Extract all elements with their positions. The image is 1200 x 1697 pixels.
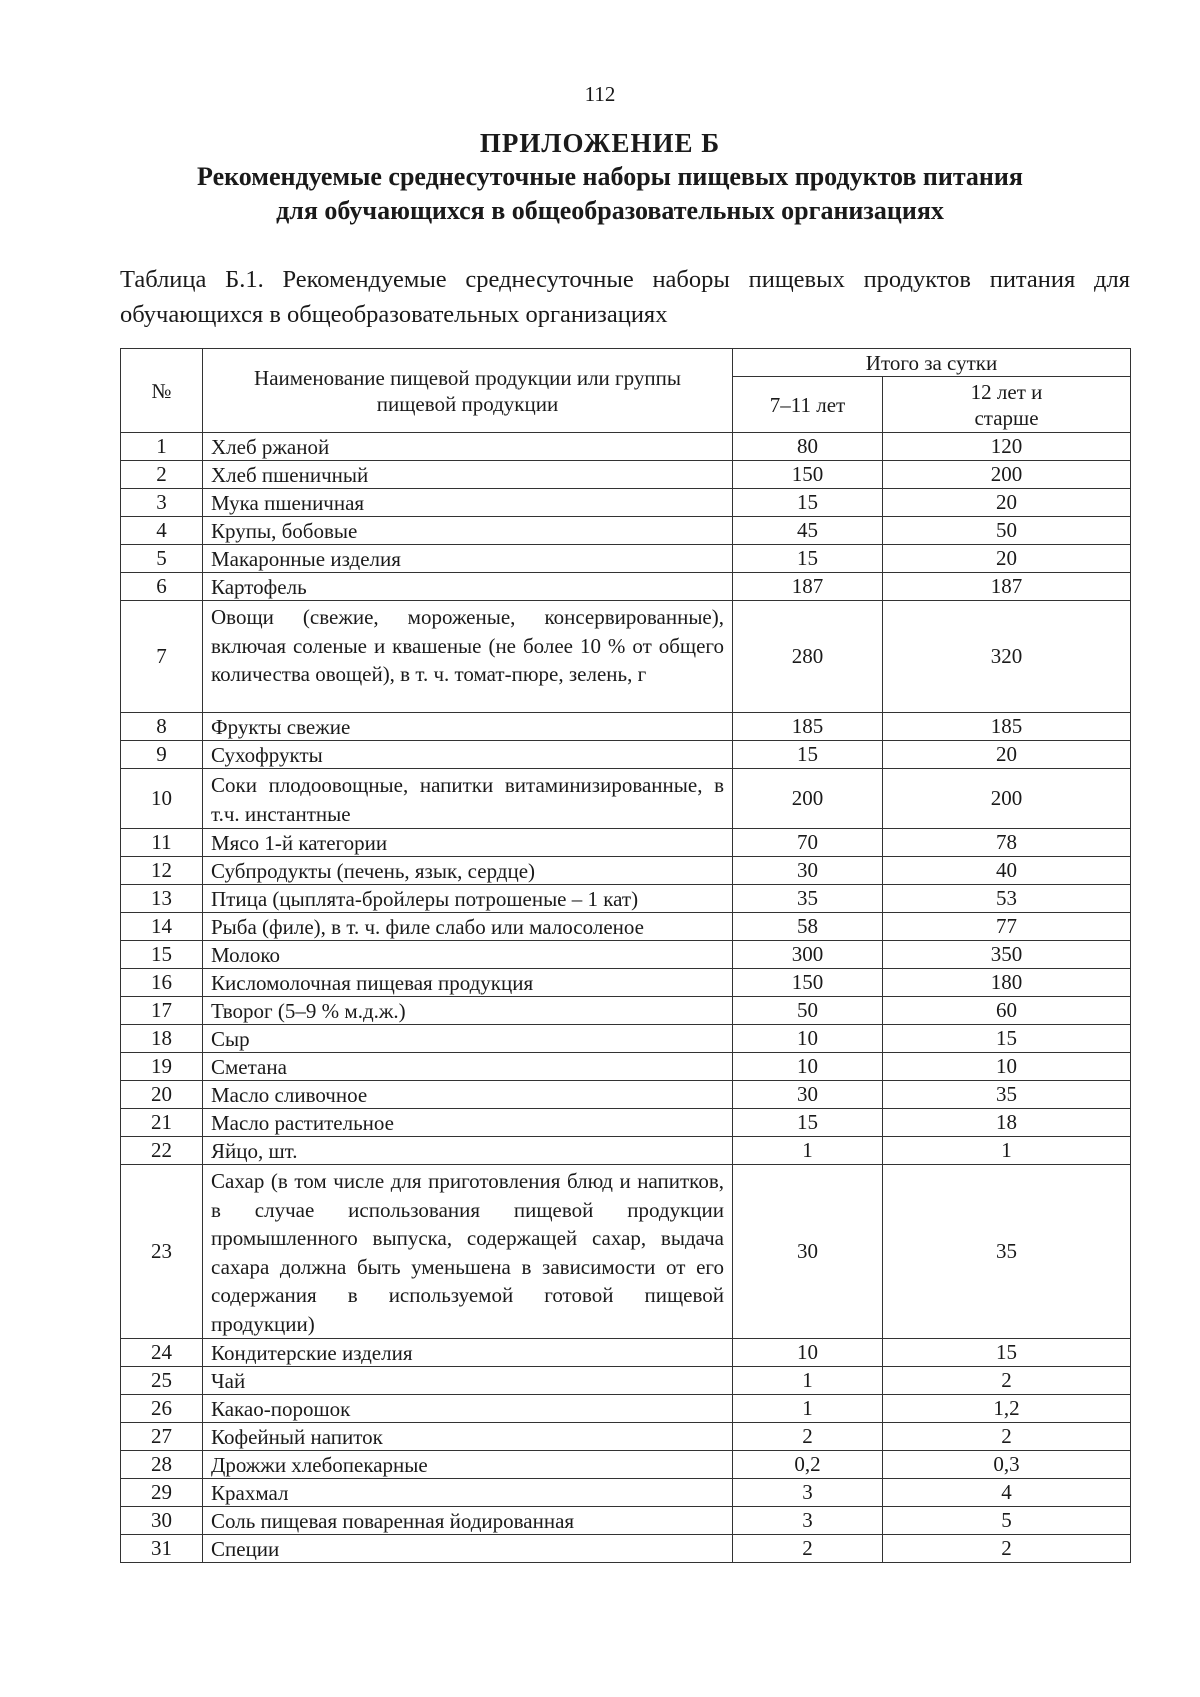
value-age-7-11: 3	[733, 1507, 883, 1535]
product-name: Фрукты свежие	[203, 713, 733, 741]
table-row	[121, 517, 1131, 545]
row-number: 3	[121, 489, 203, 517]
value-age-7-11: 10	[733, 1025, 883, 1053]
table-row	[121, 1109, 1131, 1137]
row-number: 31	[121, 1535, 203, 1563]
table-row	[121, 1339, 1131, 1367]
value-age-7-11: 30	[733, 857, 883, 885]
value-age-12-plus: 120	[883, 433, 1131, 461]
product-name: Творог (5–9 % м.д.ж.)	[203, 997, 733, 1025]
table-row	[121, 885, 1131, 913]
table-row	[121, 829, 1131, 857]
product-name: Мука пшеничная	[203, 489, 733, 517]
row-number: 10	[121, 769, 203, 829]
product-name: Кисломолочная пищевая продукция	[203, 969, 733, 997]
table-row	[121, 941, 1131, 969]
value-age-7-11: 0,2	[733, 1451, 883, 1479]
row-number: 19	[121, 1053, 203, 1081]
table-row	[121, 601, 1131, 713]
document-title	[130, 160, 1090, 228]
value-age-7-11: 1	[733, 1395, 883, 1423]
table-row	[121, 1053, 1131, 1081]
value-age-7-11: 150	[733, 969, 883, 997]
value-age-12-plus: 40	[883, 857, 1131, 885]
value-age-7-11: 200	[733, 769, 883, 829]
table-caption: Таблица Б.1. Рекомендуемые среднесуточные наборы пищевых продуктов питания для обучающихся в общеобразовательных организациях	[120, 266, 1130, 328]
value-age-12-plus: 2	[883, 1367, 1131, 1395]
value-age-12-plus: 185	[883, 713, 1131, 741]
appendix-title: ПРИЛОЖЕНИЕ Б	[479, 128, 721, 158]
value-age-12-plus: 350	[883, 941, 1131, 969]
table-row	[121, 1165, 1131, 1339]
value-age-12-plus: 5	[883, 1507, 1131, 1535]
value-age-7-11: 185	[733, 713, 883, 741]
row-number: 15	[121, 941, 203, 969]
row-number: 11	[121, 829, 203, 857]
header-number: №	[121, 349, 203, 433]
table-row	[121, 573, 1131, 601]
row-number: 22	[121, 1137, 203, 1165]
table-row	[121, 997, 1131, 1025]
product-name: Сметана	[203, 1053, 733, 1081]
table-row	[121, 1081, 1131, 1109]
value-age-7-11: 15	[733, 1109, 883, 1137]
value-age-12-plus: 20	[883, 741, 1131, 769]
row-number: 28	[121, 1451, 203, 1479]
table-row	[121, 545, 1131, 573]
row-number: 9	[121, 741, 203, 769]
product-name: Хлеб ржаной	[203, 433, 733, 461]
product-name: Макаронные изделия	[203, 545, 733, 573]
value-age-12-plus: 1	[883, 1137, 1131, 1165]
product-name: Крупы, бобовые	[203, 517, 733, 545]
value-age-12-plus: 2	[883, 1423, 1131, 1451]
table-row	[121, 1137, 1131, 1165]
table-row	[121, 913, 1131, 941]
product-name: Масло растительное	[203, 1109, 733, 1137]
value-age-12-plus: 2	[883, 1535, 1131, 1563]
value-age-12-plus: 35	[883, 1081, 1131, 1109]
product-name: Сахар (в том числе для приготовления блюд и напитков, в случае использования пищевой продукции промышленного выпуска, содержащей сахар, выдача сахара должна быть уменьшена в зависимости от его содержания в используемой готовой пищевой продукции)	[203, 1165, 733, 1339]
product-name: Соки плодоовощные, напитки витаминизированные, в т.ч. инстантные	[203, 769, 733, 829]
table-row	[121, 1395, 1131, 1423]
row-number: 27	[121, 1423, 203, 1451]
table-row	[121, 1507, 1131, 1535]
value-age-12-plus: 18	[883, 1109, 1131, 1137]
value-age-12-plus: 77	[883, 913, 1131, 941]
product-name: Сыр	[203, 1025, 733, 1053]
product-name: Молоко	[203, 941, 733, 969]
table-row	[121, 1479, 1131, 1507]
product-name: Дрожжи хлебопекарные	[203, 1451, 733, 1479]
product-name: Мясо 1-й категории	[203, 829, 733, 857]
value-age-7-11: 2	[733, 1535, 883, 1563]
product-name: Рыба (филе), в т. ч. филе слабо или малосоленое	[203, 913, 733, 941]
row-number: 20	[121, 1081, 203, 1109]
row-number: 4	[121, 517, 203, 545]
value-age-12-plus: 10	[883, 1053, 1131, 1081]
value-age-7-11: 30	[733, 1165, 883, 1339]
table-row	[121, 433, 1131, 461]
value-age-7-11: 35	[733, 885, 883, 913]
value-age-7-11: 1	[733, 1137, 883, 1165]
value-age-7-11: 10	[733, 1339, 883, 1367]
row-number: 1	[121, 433, 203, 461]
product-name: Птица (цыплята-бройлеры потрошеные – 1 кат)	[203, 885, 733, 913]
table-row	[121, 857, 1131, 885]
header-daily-total: Итого за сутки	[733, 349, 1131, 377]
row-number: 29	[121, 1479, 203, 1507]
row-number: 16	[121, 969, 203, 997]
value-age-7-11: 30	[733, 1081, 883, 1109]
value-age-12-plus: 20	[883, 545, 1131, 573]
value-age-7-11: 50	[733, 997, 883, 1025]
row-number: 25	[121, 1367, 203, 1395]
table-body	[121, 433, 1131, 1563]
product-name: Кондитерские изделия	[203, 1339, 733, 1367]
table-row	[121, 713, 1131, 741]
value-age-12-plus: 0,3	[883, 1451, 1131, 1479]
value-age-12-plus: 1,2	[883, 1395, 1131, 1423]
value-age-12-plus: 200	[883, 769, 1131, 829]
value-age-7-11: 300	[733, 941, 883, 969]
value-age-7-11: 45	[733, 517, 883, 545]
document-title-line-2: для обучающихся в общеобразовательных организациях	[276, 196, 944, 225]
value-age-7-11: 15	[733, 741, 883, 769]
value-age-7-11: 150	[733, 461, 883, 489]
table-row	[121, 1451, 1131, 1479]
row-number: 18	[121, 1025, 203, 1053]
table-row	[121, 1025, 1131, 1053]
value-age-12-plus: 187	[883, 573, 1131, 601]
table-row	[121, 1423, 1131, 1451]
table-row	[121, 769, 1131, 829]
food-norms-table	[120, 348, 1131, 1563]
row-number: 6	[121, 573, 203, 601]
row-number: 24	[121, 1339, 203, 1367]
value-age-7-11: 10	[733, 1053, 883, 1081]
product-name: Соль пищевая поваренная йодированная	[203, 1507, 733, 1535]
table-row	[121, 461, 1131, 489]
row-number: 21	[121, 1109, 203, 1137]
row-number: 7	[121, 601, 203, 713]
value-age-7-11: 2	[733, 1423, 883, 1451]
product-name: Крахмал	[203, 1479, 733, 1507]
product-name: Кофейный напиток	[203, 1423, 733, 1451]
product-name: Какао-порошок	[203, 1395, 733, 1423]
value-age-12-plus: 35	[883, 1165, 1131, 1339]
product-name: Картофель	[203, 573, 733, 601]
product-name: Масло сливочное	[203, 1081, 733, 1109]
product-name: Сухофрукты	[203, 741, 733, 769]
row-number: 5	[121, 545, 203, 573]
value-age-12-plus: 4	[883, 1479, 1131, 1507]
value-age-12-plus: 320	[883, 601, 1131, 713]
header-age-12-plus: 12 лет и старше	[883, 377, 1131, 433]
value-age-7-11: 70	[733, 829, 883, 857]
product-name: Чай	[203, 1367, 733, 1395]
value-age-7-11: 3	[733, 1479, 883, 1507]
table-row	[121, 1535, 1131, 1563]
value-age-12-plus: 78	[883, 829, 1131, 857]
row-number: 23	[121, 1165, 203, 1339]
value-age-7-11: 15	[733, 489, 883, 517]
value-age-12-plus: 200	[883, 461, 1131, 489]
value-age-7-11: 15	[733, 545, 883, 573]
product-name: Овощи (свежие, мороженые, консервированные), включая соленые и квашеные (не более 10 % от общего количества овощей), в т. ч. томат-пюре, зелень, г	[203, 601, 733, 713]
row-number: 30	[121, 1507, 203, 1535]
product-name: Субпродукты (печень, язык, сердце)	[203, 857, 733, 885]
value-age-12-plus: 60	[883, 997, 1131, 1025]
value-age-12-plus: 15	[883, 1025, 1131, 1053]
row-number: 8	[121, 713, 203, 741]
table-row	[121, 1367, 1131, 1395]
row-number: 14	[121, 913, 203, 941]
product-name: Яйцо, шт.	[203, 1137, 733, 1165]
table-row	[121, 489, 1131, 517]
document-title-line-1: Рекомендуемые среднесуточные наборы пищевых продуктов питания	[197, 162, 1023, 191]
table-row	[121, 969, 1131, 997]
value-age-7-11: 80	[733, 433, 883, 461]
value-age-12-plus: 20	[883, 489, 1131, 517]
value-age-12-plus: 15	[883, 1339, 1131, 1367]
header-age-7-11: 7–11 лет	[733, 377, 883, 433]
row-number: 13	[121, 885, 203, 913]
table-row	[121, 741, 1131, 769]
row-number: 2	[121, 461, 203, 489]
value-age-7-11: 187	[733, 573, 883, 601]
value-age-12-plus: 53	[883, 885, 1131, 913]
header-product-name: Наименование пищевой продукции или группы пищевой продукции	[203, 349, 733, 433]
row-number: 12	[121, 857, 203, 885]
page-number: 112	[584, 82, 616, 106]
value-age-7-11: 280	[733, 601, 883, 713]
value-age-7-11: 58	[733, 913, 883, 941]
value-age-7-11: 1	[733, 1367, 883, 1395]
row-number: 17	[121, 997, 203, 1025]
product-name: Хлеб пшеничный	[203, 461, 733, 489]
product-name: Специи	[203, 1535, 733, 1563]
value-age-12-plus: 180	[883, 969, 1131, 997]
row-number: 26	[121, 1395, 203, 1423]
value-age-12-plus: 50	[883, 517, 1131, 545]
